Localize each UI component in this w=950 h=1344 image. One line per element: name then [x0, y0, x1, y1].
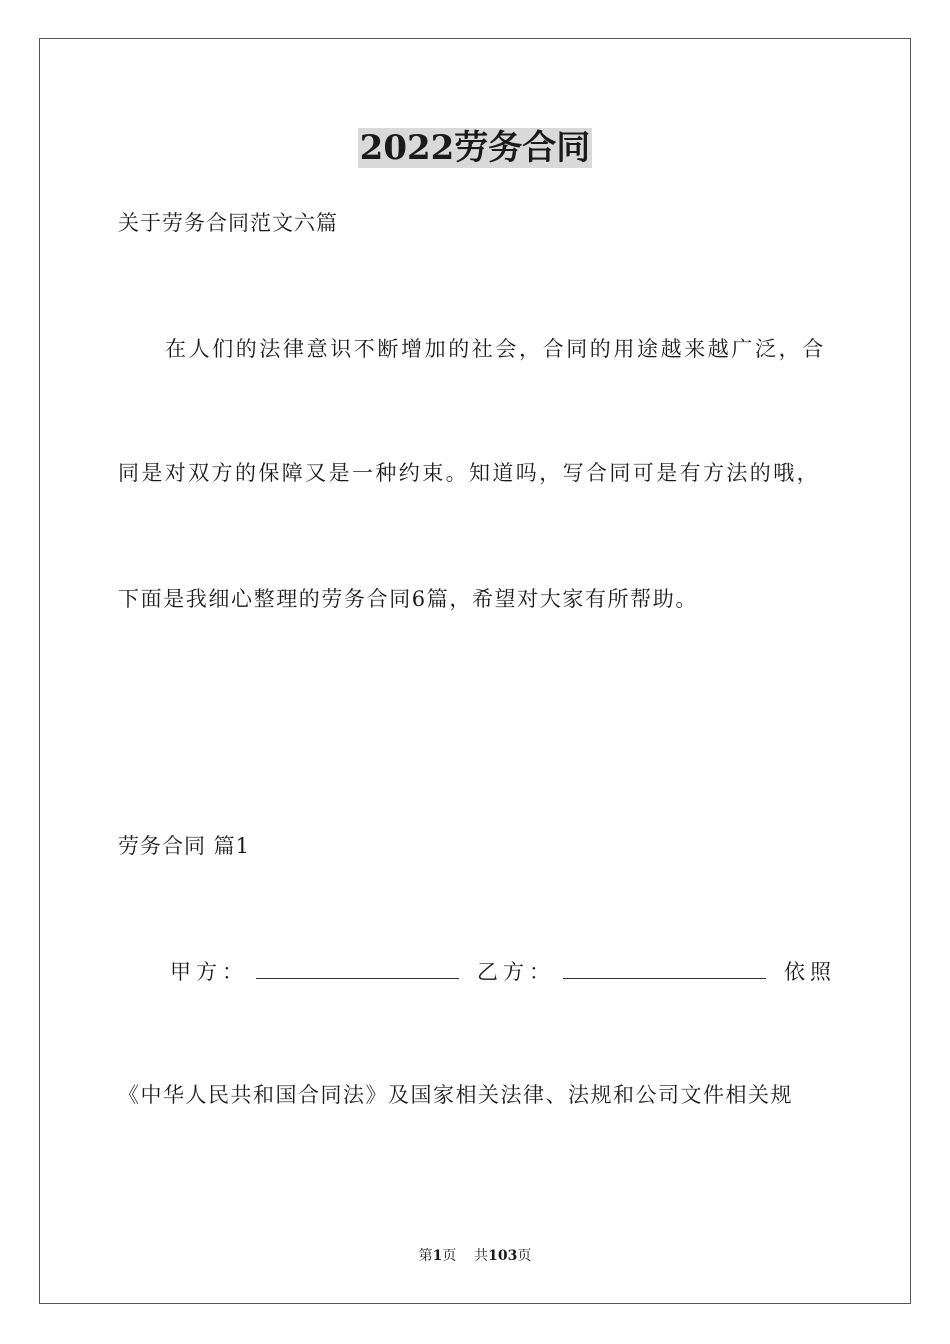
- page-footer: [0, 1246, 950, 1266]
- document-subtitle: 关于劳务合同范文六篇: [118, 211, 338, 235]
- party-b-blank[interactable]: [563, 956, 766, 979]
- party-a-label: 甲方：: [170, 960, 248, 984]
- footer-total-suffix: 页: [517, 1248, 532, 1264]
- party-a-blank[interactable]: [256, 956, 459, 979]
- intro-line-1: [165, 334, 836, 364]
- footer-page-prefix: 第: [418, 1248, 433, 1264]
- party-line: [170, 956, 836, 987]
- footer-page-suffix: 页: [442, 1248, 457, 1264]
- section-heading: 劳务合同 篇1: [118, 834, 251, 858]
- intro-line-1-text: 在人们的法律意识不断增加的社会，合同的用途越来越广泛，合: [165, 337, 826, 361]
- according-to-text: 依照: [784, 960, 836, 984]
- intro-line-2: 同是对双方的保障又是一种约束。知道吗，写合同可是有方法的哦，: [118, 461, 820, 485]
- footer-total-pages: 103: [488, 1248, 518, 1264]
- document-title: [0, 126, 950, 170]
- document-title-text: 2022劳务合同: [359, 128, 591, 168]
- party-b-label: 乙方：: [477, 960, 555, 984]
- footer-page-number: 1: [432, 1248, 443, 1264]
- intro-line-3: 下面是我细心整理的劳务合同6篇，希望对大家有所帮助。: [118, 587, 698, 611]
- law-line: 《中华人民共和国合同法》及国家相关法律、法规和公司文件相关规: [118, 1083, 793, 1107]
- footer-total-prefix: 共: [474, 1248, 489, 1264]
